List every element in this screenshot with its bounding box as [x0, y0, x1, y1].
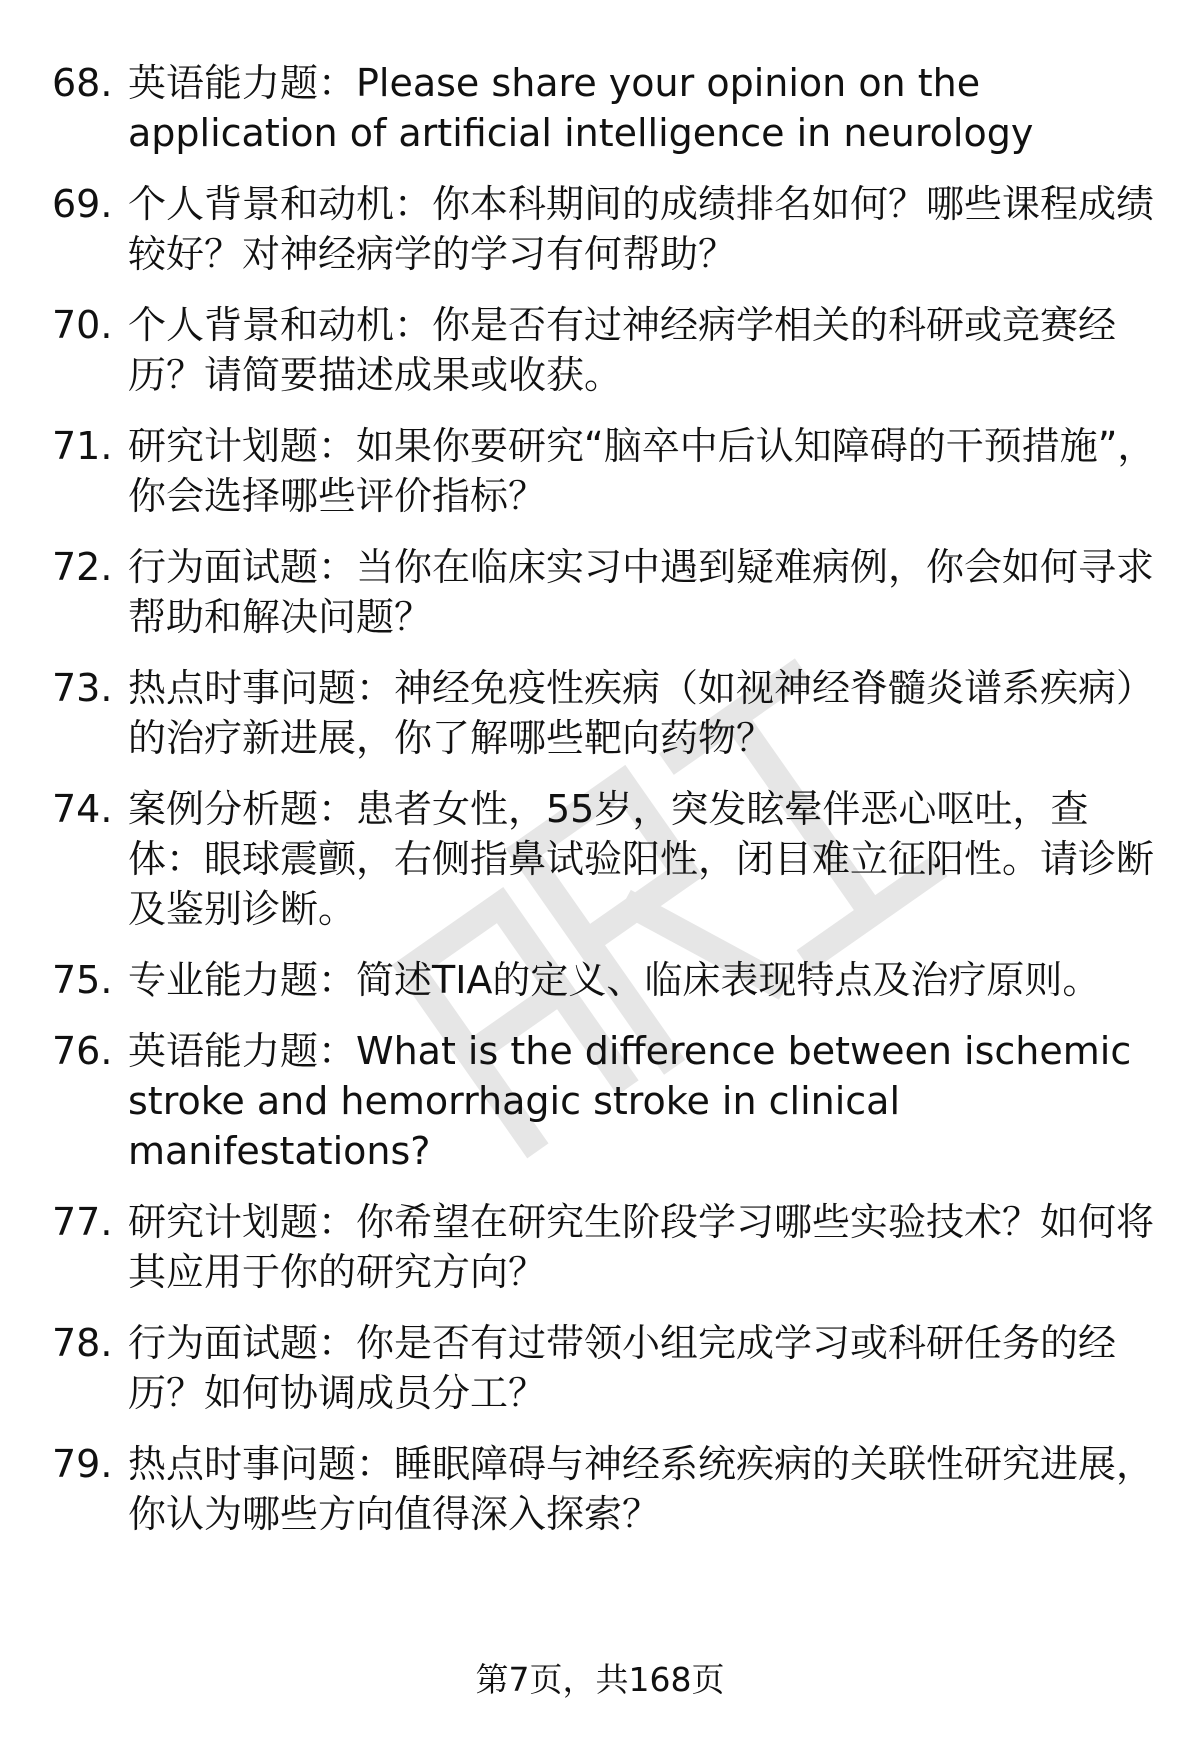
list-item — [52, 1197, 1162, 1297]
question-number: 69. — [52, 182, 113, 226]
page-footer — [0, 1660, 1200, 1700]
question-text: 研究计划题：你希望在研究生阶段学习哪些实验技术？如何将其应用于你的研究方向？ — [128, 1200, 1155, 1294]
list-item — [52, 300, 1162, 400]
question-number: 78. — [52, 1321, 113, 1365]
list-item — [52, 663, 1162, 763]
question-text: 个人背景和动机：你本科期间的成绩排名如何？哪些课程成绩较好？对神经病学的学习有何帮助？ — [128, 182, 1155, 276]
list-item — [52, 1318, 1162, 1418]
question-text: 个人背景和动机：你是否有过神经病学相关的科研或竞赛经历？请简要描述成果或收获。 — [128, 303, 1117, 397]
question-text: 专业能力题：简述TIA的定义、临床表现特点及治疗原则。 — [128, 958, 1101, 1002]
question-text: 英语能力题：Please share your opinion on the application of artificial intelligence in neurology — [128, 61, 1034, 155]
question-number: 75. — [52, 958, 113, 1002]
question-text: 行为面试题：你是否有过带领小组完成学习或科研任务的经历？如何协调成员分工？ — [128, 1321, 1117, 1415]
question-number: 71. — [52, 424, 113, 468]
page-number-label: 第7页，共168页 — [475, 1660, 725, 1699]
question-text: 热点时事问题：神经免疫性疾病（如视神经脊髓炎谱系疾病）的治疗新进展，你了解哪些靶向药物？ — [128, 666, 1155, 760]
list-item — [52, 542, 1162, 642]
question-text: 热点时事问题：睡眠障碍与神经系统疾病的关联性研究进展，你认为哪些方向值得深入探索？ — [128, 1442, 1155, 1536]
question-text: 研究计划题：如果你要研究“脑卒中后认知障碍的干预措施”，你会选择哪些评价指标？ — [128, 424, 1156, 518]
question-number: 70. — [52, 303, 113, 347]
list-item — [52, 1026, 1162, 1176]
question-number: 72. — [52, 545, 113, 589]
question-text: 行为面试题：当你在临床实习中遇到疑难病例，你会如何寻求帮助和解决问题？ — [128, 545, 1155, 639]
list-item — [52, 1439, 1162, 1539]
question-number: 79. — [52, 1442, 113, 1486]
question-number: 68. — [52, 61, 113, 105]
question-number: 77. — [52, 1200, 113, 1244]
question-text: 英语能力题：What is the difference between ischemic stroke and hemorrhagic stroke in clinical manifestations? — [128, 1029, 1132, 1173]
question-number: 76. — [52, 1029, 113, 1073]
question-text: 案例分析题：患者女性，55岁，突发眩晕伴恶心呕吐，查体：眼球震颤，右侧指鼻试验阳性，闭目难立征阳性。请诊断及鉴别诊断。 — [128, 787, 1155, 931]
list-item — [52, 784, 1162, 934]
list-item — [52, 58, 1162, 158]
list-item — [52, 179, 1162, 279]
question-number: 74. — [52, 787, 113, 831]
list-item — [52, 955, 1162, 1005]
question-list — [52, 58, 1162, 1560]
list-item — [52, 421, 1162, 521]
question-number: 73. — [52, 666, 113, 710]
